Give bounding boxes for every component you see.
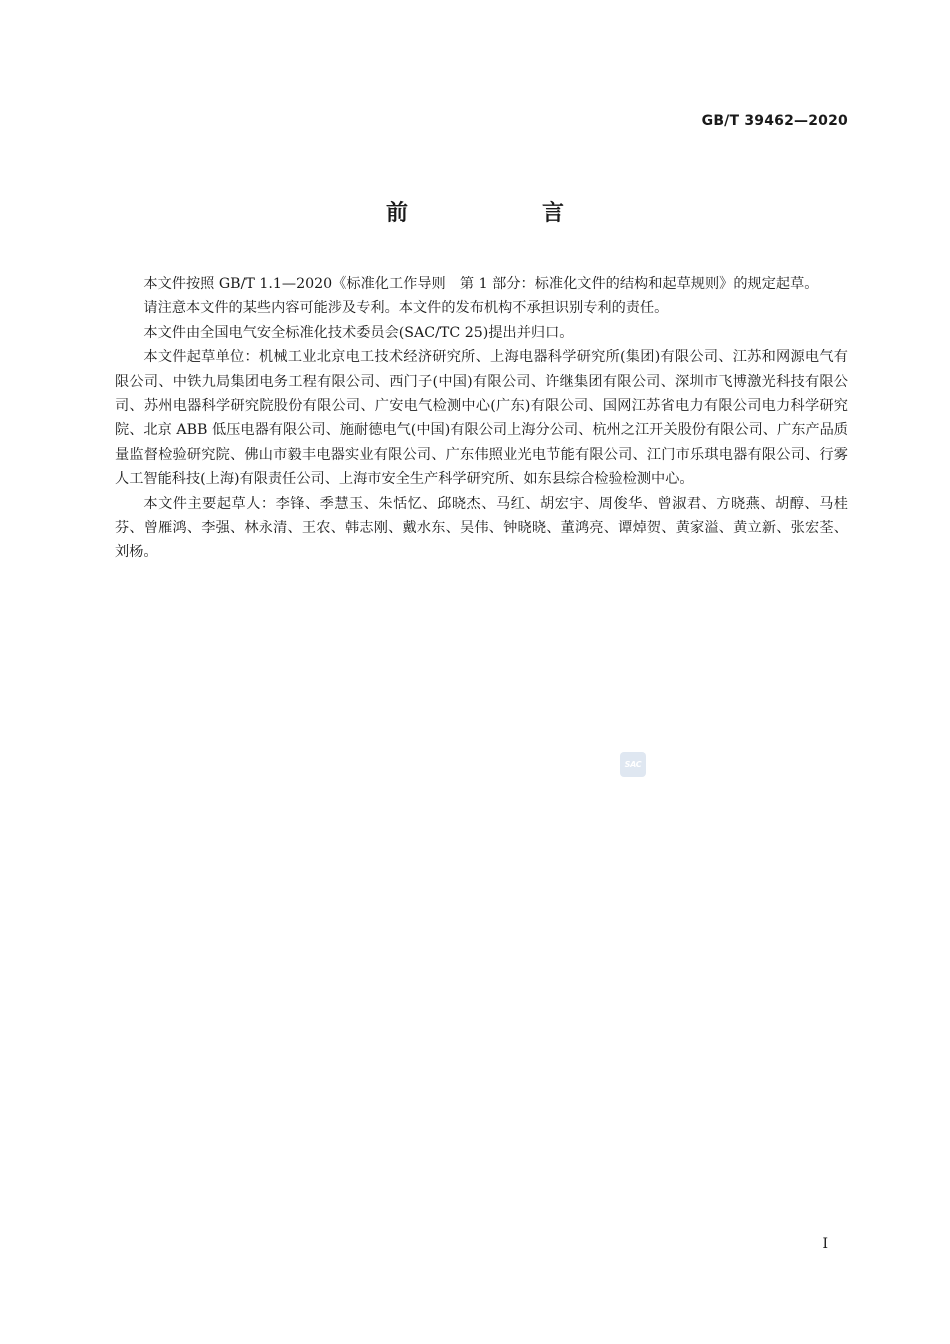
standard-number: GB/T 39462—2020 [701,113,848,129]
sac-logo-icon [620,752,646,777]
page-number: I [822,1236,828,1252]
paragraph-drafting-units: 本文件起草单位：机械工业北京电工技术经济研究所、上海电器科学研究所(集团)有限公司、江苏和网源电气有限公司、中铁九局集团电务工程有限公司、西门子(中国)有限公司、许继集团有限公司、深圳市飞博激光科技有限公司、苏州电器科学研究院股份有限公司、广安电气检测中心(广东)有限公司、国网江苏省电力有限公司电力科学研究院、北京 ABB 低压电器有限公司、施耐德电气(中国)有限公司上海分公司、杭州之江开关股份有限公司、广东产品质量监督检验研究院、佛山市毅丰电器实业有限公司、广东伟照业光电节能有限公司、江门市乐琪电器有限公司、行雾人工智能科技(上海)有限责任公司、上海市安全生产科学研究所、如东县综合检验检测中心。 [115,349,848,488]
paragraph-drafting-rules: 本文件按照 GB/T 1.1—2020《标准化工作导则 第 1 部分：标准化文件的结构和起草规则》的规定起草。 [143,276,819,292]
foreword-body [115,272,848,565]
paragraph-patent-notice: 请注意本文件的某些内容可能涉及专利。本文件的发布机构不承担识别专利的责任。 [143,300,669,317]
page-title: 前 言 [385,201,620,226]
sac-logo-text: SAC [624,760,642,769]
paragraph-proposer: 本文件由全国电气安全标准化技术委员会(SAC/TC 25)提出并归口。 [143,324,574,341]
paragraph-drafters: 本文件主要起草人：李锋、季慧玉、朱恬忆、邱晓杰、马红、胡宏宇、周俊华、曾淑君、方晓燕、胡醇、马桂芬、曾雁鸿、李强、林永清、王农、韩志刚、戴水东、吴伟、钟晓晓、董鸿亮、谭焯贺、黄家溢、黄立新、张宏荃、刘杨。 [115,495,848,561]
